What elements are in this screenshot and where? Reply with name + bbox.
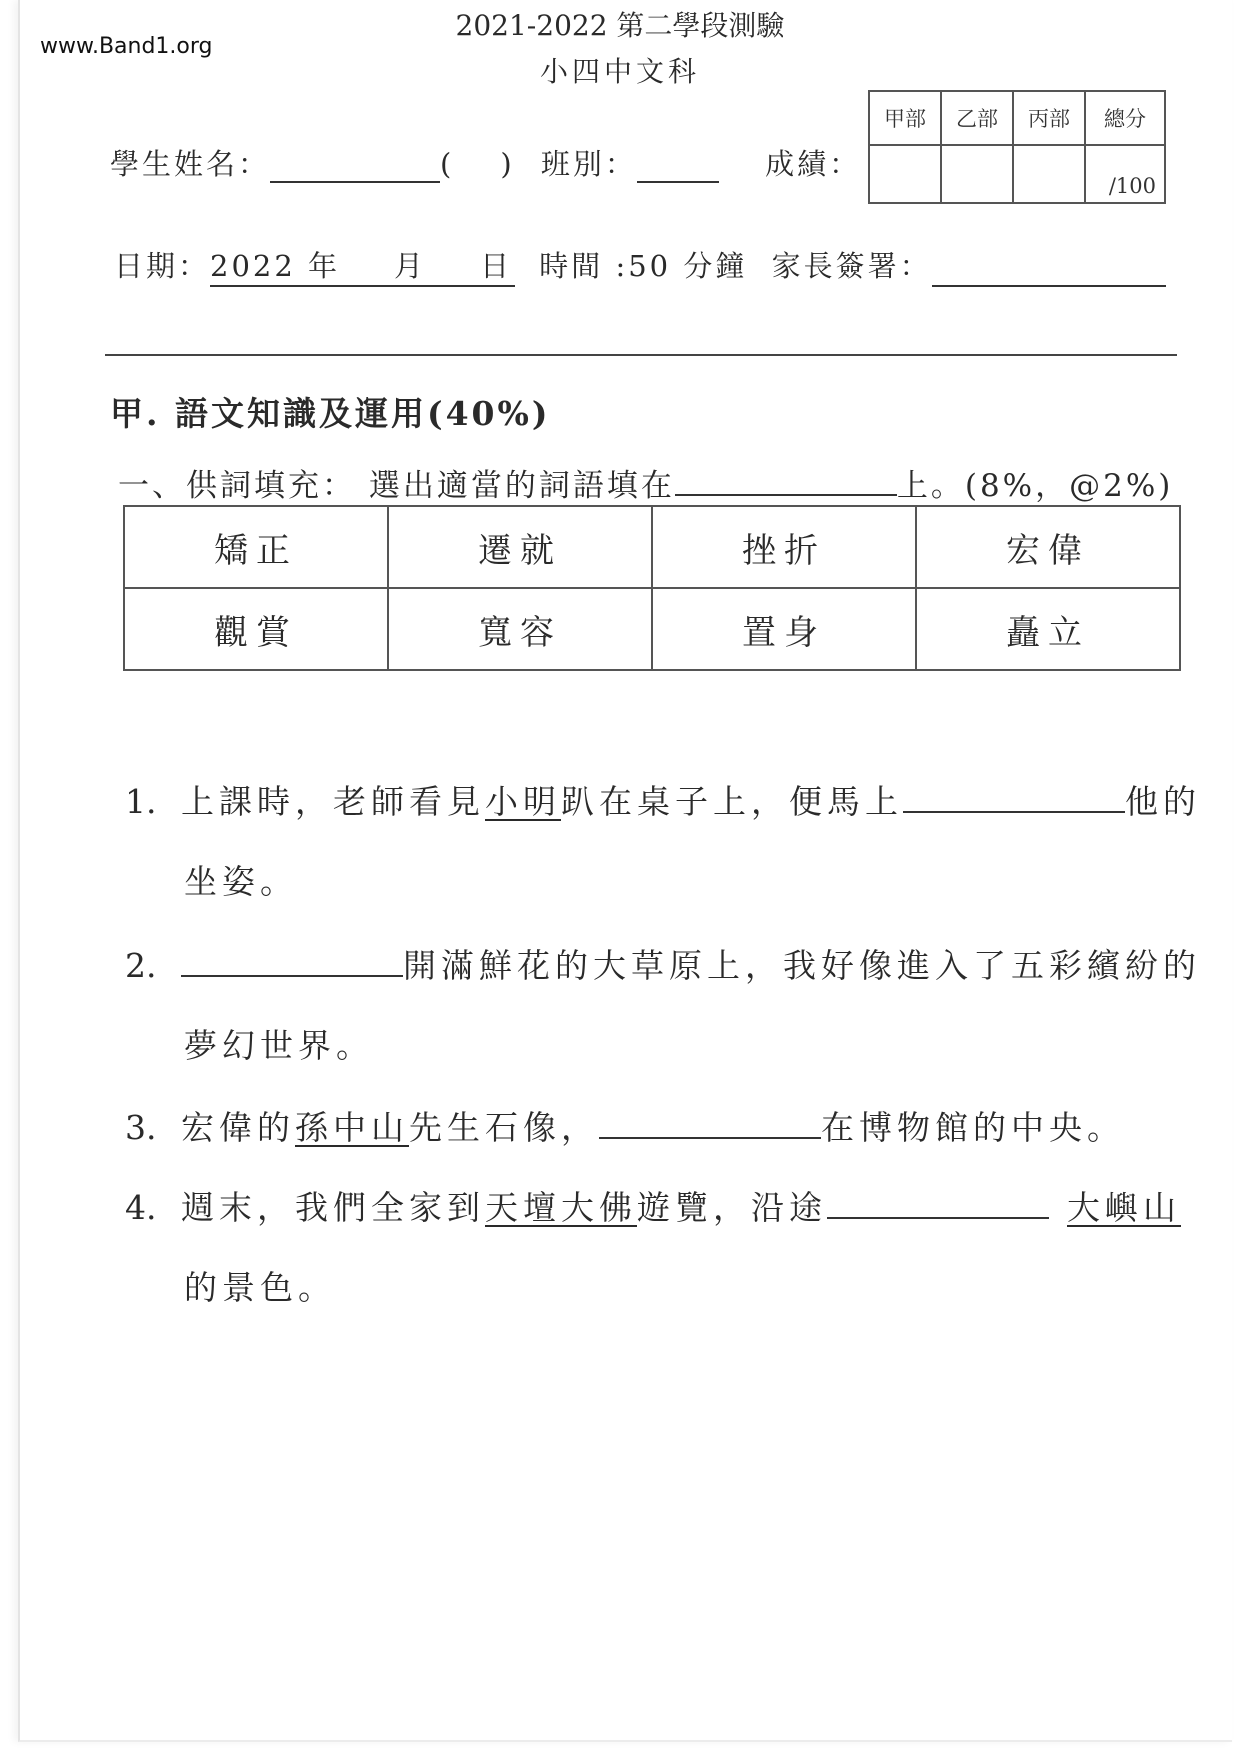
question-number: 4. xyxy=(125,1188,157,1227)
question-4-continued: 的景色。 xyxy=(184,1268,336,1307)
answer-blank[interactable] xyxy=(599,1133,821,1139)
answer-blank[interactable] xyxy=(181,971,403,977)
score-label: 成績： xyxy=(765,147,862,181)
question-4 xyxy=(125,1182,1181,1229)
date-row xyxy=(114,244,1166,287)
exam-title: 2021-2022 第二學段測驗 xyxy=(455,9,785,42)
score-cell-total: /100 xyxy=(1085,145,1165,203)
question-3 xyxy=(125,1102,1125,1149)
date-year: 2022 年 xyxy=(210,249,341,283)
question-number: 1. xyxy=(125,782,157,821)
score-table xyxy=(868,90,1166,204)
question-text: 他的 xyxy=(1125,782,1201,821)
proper-noun: 孫中山 xyxy=(295,1108,409,1147)
word-bank-table xyxy=(123,505,1181,671)
score-header-c: 丙部 xyxy=(1013,91,1085,145)
signature-label: 家長簽署： xyxy=(771,249,932,283)
question-text: 開滿鮮花的大草原上，我好像進入了五彩繽紛的 xyxy=(403,946,1201,985)
answer-blank[interactable] xyxy=(903,807,1125,813)
word-bank-cell: 寬容 xyxy=(388,588,652,670)
question-text: 先生石像， xyxy=(409,1108,599,1147)
date-field[interactable] xyxy=(210,244,515,287)
question-text: 在博物館的中央。 xyxy=(821,1108,1125,1147)
header-divider xyxy=(105,354,1177,356)
word-bank-cell: 觀賞 xyxy=(124,588,388,670)
section-title: 甲. 語文知識及運用(40%) xyxy=(110,394,551,433)
paren-close: ) xyxy=(500,147,515,181)
question-number: 2. xyxy=(125,946,157,985)
name-blank[interactable] xyxy=(270,151,440,183)
instruction-text: 一、供詞填充： 選出適當的詞語填在 xyxy=(118,468,675,504)
question-1 xyxy=(125,776,1201,823)
question-text: 遊覽，沿途 xyxy=(637,1188,827,1227)
answer-blank[interactable] xyxy=(827,1213,1049,1219)
score-header-b: 乙部 xyxy=(941,91,1013,145)
question-2-continued: 夢幻世界。 xyxy=(184,1026,374,1065)
paren-open: ( xyxy=(440,147,455,181)
subject-title: 小四中文科 xyxy=(539,55,700,88)
instruction-blank xyxy=(675,490,897,496)
word-bank-cell: 挫折 xyxy=(652,506,916,588)
proper-noun: 天壇大佛 xyxy=(485,1188,637,1227)
signature-blank[interactable] xyxy=(932,255,1166,287)
score-cell-a[interactable] xyxy=(869,145,941,203)
question-text: 宏偉的 xyxy=(181,1108,295,1147)
date-label: 日期： xyxy=(114,249,211,283)
question-text: 週末，我們全家到 xyxy=(181,1188,485,1227)
score-cell-c[interactable] xyxy=(1013,145,1085,203)
instruction-marks: 上。(8%，@2%) xyxy=(896,468,1174,504)
question-number: 3. xyxy=(125,1108,157,1147)
question-instruction xyxy=(118,460,1173,505)
word-bank-cell: 宏偉 xyxy=(916,506,1180,588)
word-bank-cell: 矯正 xyxy=(124,506,388,588)
score-cell-b[interactable] xyxy=(941,145,1013,203)
watermark: www.Band1.org xyxy=(22,28,264,66)
word-bank-cell: 矗立 xyxy=(916,588,1180,670)
score-header-a: 甲部 xyxy=(869,91,941,145)
class-blank[interactable] xyxy=(637,151,719,183)
word-bank-cell: 置身 xyxy=(652,588,916,670)
score-header-total: 總分 xyxy=(1085,91,1165,145)
proper-noun: 大嶼山 xyxy=(1067,1188,1181,1227)
date-day: 日 xyxy=(480,249,513,283)
question-text: 上課時，老師看見 xyxy=(181,782,485,821)
date-month: 月 xyxy=(394,249,427,283)
proper-noun: 小明 xyxy=(485,782,561,821)
word-bank-cell: 遷就 xyxy=(388,506,652,588)
class-label: 班別： xyxy=(540,147,637,181)
question-2 xyxy=(125,940,1201,987)
student-info-row xyxy=(110,142,861,183)
name-label: 學生姓名： xyxy=(110,147,271,181)
time-label: 時間 :50 分鐘 xyxy=(539,249,748,283)
question-1-continued: 坐姿。 xyxy=(184,862,298,901)
question-text: 趴在桌子上，便馬上 xyxy=(561,782,903,821)
